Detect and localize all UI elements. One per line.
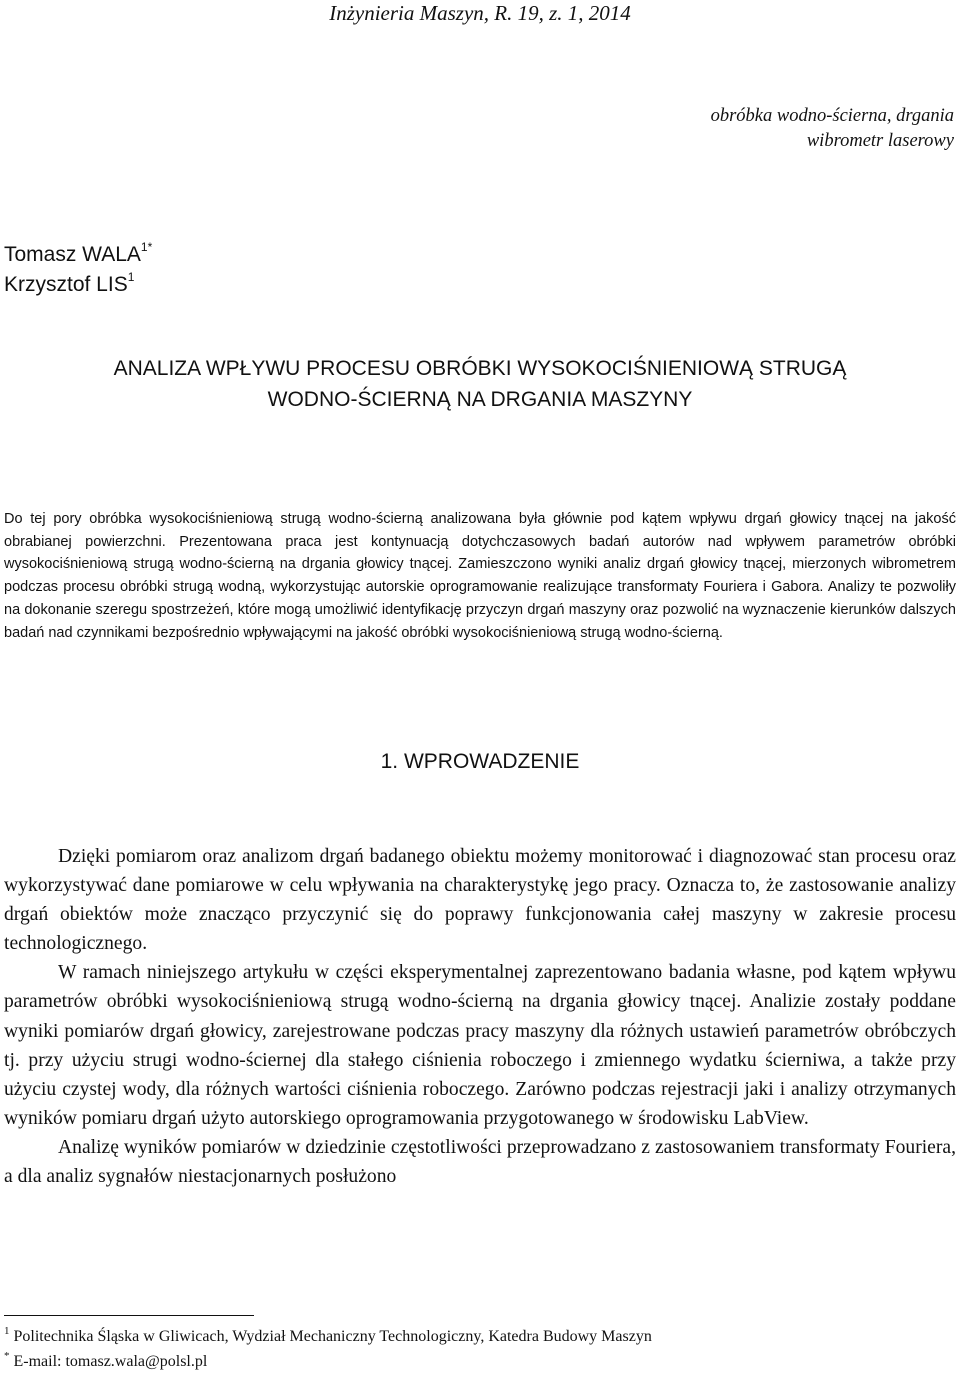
author — [4, 240, 152, 270]
keywords — [534, 104, 954, 154]
footnote-text: E-mail: tomasz.wala@polsl.pl — [13, 1353, 208, 1370]
author-affiliation-mark: 1 — [127, 270, 135, 284]
abstract: Do tej pory obróbka wysokociśnieniową strugą wodno-ścierną analizowana była głównie pod kątem wpływu drgań głowicy tnącej na jakość obrabianej powierzchni. Prezentowana praca jest kontynuacją dotychczasowych badań autorów nad wpływem parametrów obróbki wysokociśnieniową strugą wodno-ścierną na drgania głowicy tnącej. Zamieszczono wyniki analiz drgań głowicy tnącej, mierzonych wibrometrem podczas procesu obróbki strugą wodną, wykorzystując autorskie oprogramowanie realizujące transformaty Fouriera i Gabora. Analizy te pozwoliły na dokonanie szeregu spostrzeżeń, które mogą umożliwić identyfikację przyczyn drgań maszyny oraz pozwolić na wyznaczenie kierunków dalszych badań nad czynnikami bezpośrednio wpływającymi na jakość obróbki wysokociśnieniową strugą wodno-ścierną. — [4, 511, 956, 641]
author — [4, 270, 152, 300]
author-affiliation-mark: 1* — [140, 240, 153, 254]
paragraph: Analizę wyników pomiarów w dziedzinie częstotliwości przeprowadzano z zastosowaniem transformaty Fouriera, a dla analiz sygnałów niestacjonarnych posłużono — [4, 1136, 956, 1188]
paper-title — [0, 353, 960, 415]
footnote-text: Politechnika Śląska w Gliwicach, Wydział Mechaniczny Technologiczny, Katedra Budowy Maszyn — [13, 1328, 652, 1345]
section-heading: 1. WPROWADZENIE — [380, 750, 580, 773]
keywords-line: wibrometr laserowy — [806, 131, 954, 151]
paper-title-line: WODNO-ŚCIERNĄ NA DRGANIA MASZYNY — [267, 388, 693, 411]
journal-header: Inżynieria Maszyn, R. 19, z. 1, 2014 — [329, 1, 631, 25]
footnote — [4, 1324, 956, 1349]
footnote-mark: * — [4, 1350, 10, 1362]
footnote-divider — [4, 1315, 254, 1316]
author-name: Krzysztof LIS — [4, 273, 128, 296]
body-text — [4, 842, 956, 1191]
footnote — [4, 1349, 956, 1374]
author-list — [4, 240, 152, 300]
paper-title-line: ANALIZA WPŁYWU PROCESU OBRÓBKI WYSOKOCIŚNIENIOWĄ STRUGĄ — [113, 357, 847, 380]
author-name: Tomasz WALA — [4, 243, 141, 266]
keywords-line: obróbka wodno-ścierna, drgania — [710, 106, 954, 126]
footnote-mark: 1 — [4, 1325, 10, 1337]
footnotes — [4, 1324, 956, 1374]
paragraph: Dzięki pomiarom oraz analizom drgań badanego obiektu możemy monitorować i diagnozować stan procesu oraz wykorzystywać dane pomiarowe w celu wpływania na charakterystykę jego pracy. Oznacza to, że zastosowanie analizy drgań obiektów może znacząco przyczynić się do poprawy funkcjonowania całej maszyny w zakresie procesu technologicznego. — [4, 846, 956, 955]
paragraph: W ramach niniejszego artykułu w części eksperymentalnej zaprezentowano badania własne, pod kątem wpływu parametrów obróbki wysokociśnieniową strugą wodno-ścierną na drgania głowicy tnącej. Analizie zostały poddane wyniki pomiarów drgań głowicy, zarejestrowane podczas pracy maszyny dla różnych ustawień parametrów obróbczych tj. przy użyciu strugi wodno-ściernej dla stałego ciśnienia roboczego i zmiennego wydatku ścierniwa, a także przy użyciu czystej wody, dla różnych wartości ciśnienia roboczego. Zarówno podczas rejestracji jaki i analizy otrzymanych wyników pomiaru drgań użyto autorskiego oprogramowania przygotowanego w środowisku LabView. — [4, 962, 956, 1129]
